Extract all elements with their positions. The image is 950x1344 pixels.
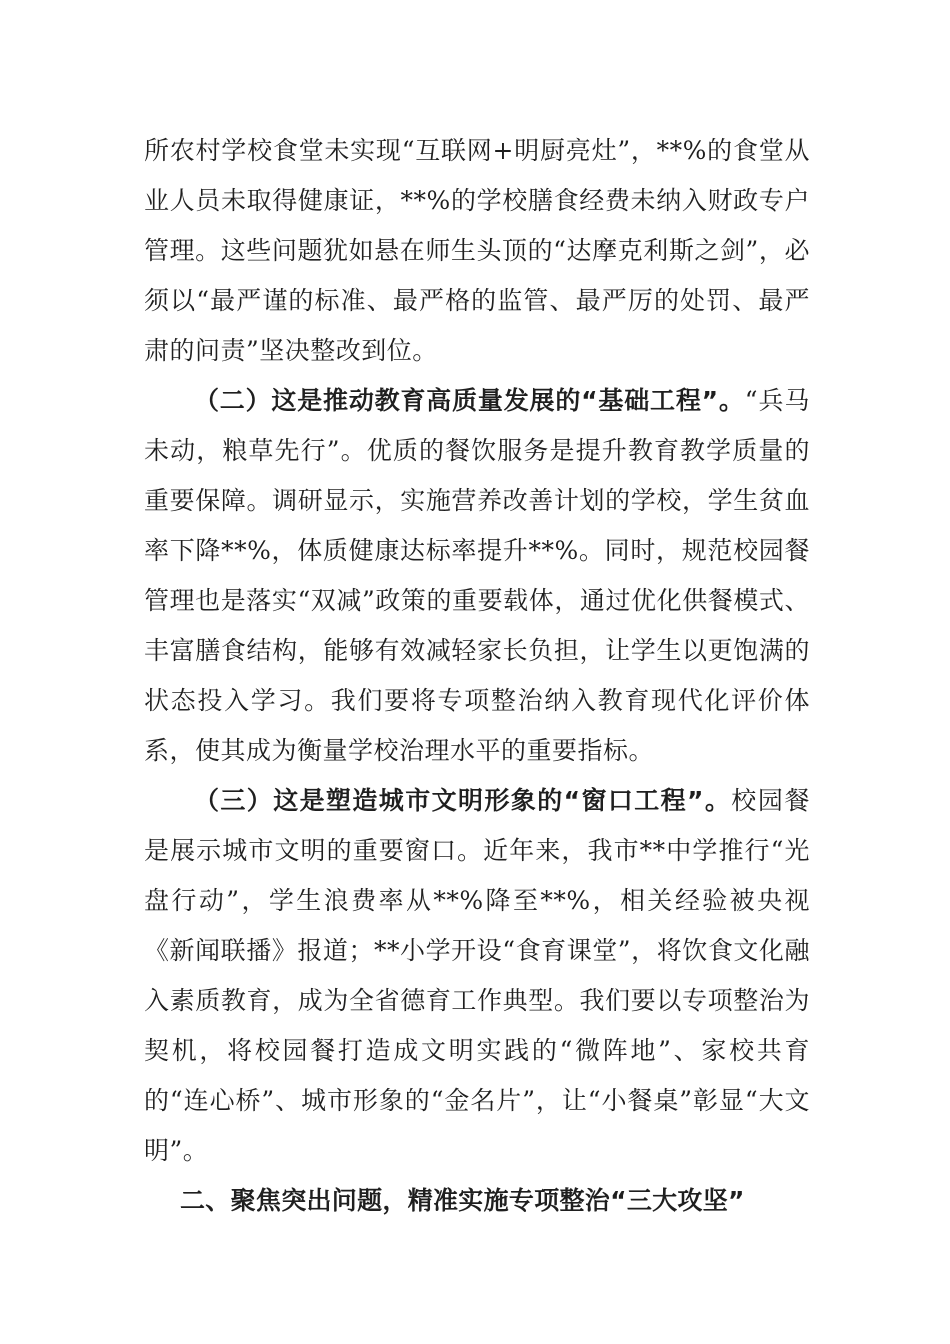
paragraph-text: 所农村学校食堂未实现“互联网+明厨亮灶”，**%的食堂从业人员未取得健康证，**%的学校膳食经费未纳入财政专户管理。这些问题犹如悬在师生头顶的“达摩克利斯之剑”，必须以“最严谨的标准、最严格的监管、最严厉的处罚、最严肃的问责”坚决整改到位。: [144, 136, 810, 365]
paragraph-text: 校园餐是展示城市文明的重要窗口。近年来，我市**中学推行“光盘行动”，学生浪费率从**%降至**%，相关经验被央视《新闻联播》报道；**小学开设“食育课堂”，将饮食文化融入素质教育，成为全省德育工作典型。我们要以专项整治为契机，将校园餐打造成文明实践的“微阵地”、家校共育的“连心桥”、城市形象的“金名片”，让“小餐桌”彰显“大文明”。: [144, 786, 810, 1165]
paragraph-basic-project: [144, 376, 810, 776]
paragraph-window-project: [144, 776, 810, 1176]
section-heading: 二、聚焦突出问题，精准实施专项整治“三大攻坚”: [180, 1186, 745, 1215]
paragraph-continuation: [144, 126, 810, 376]
paragraph-text: “兵马未动，粮草先行”。优质的餐饮服务是提升教育教学质量的重要保障。调研显示，实施营养改善计划的学校，学生贫血率下降**%，体质健康达标率提升**%。同时，规范校园餐管理也是落实“双减”政策的重要载体，通过优化供餐模式、丰富膳食结构，能够有效减轻家长负担，让学生以更饱满的状态投入学习。我们要将专项整治纳入教育现代化评价体系，使其成为衡量学校治理水平的重要指标。: [144, 386, 811, 765]
paragraph-lead-heading: （二）这是推动教育高质量发展的“基础工程”。: [194, 386, 745, 415]
paragraph-lead-heading: （三）这是塑造城市文明形象的“窗口工程”。: [194, 786, 732, 815]
document-body: [144, 126, 810, 1226]
